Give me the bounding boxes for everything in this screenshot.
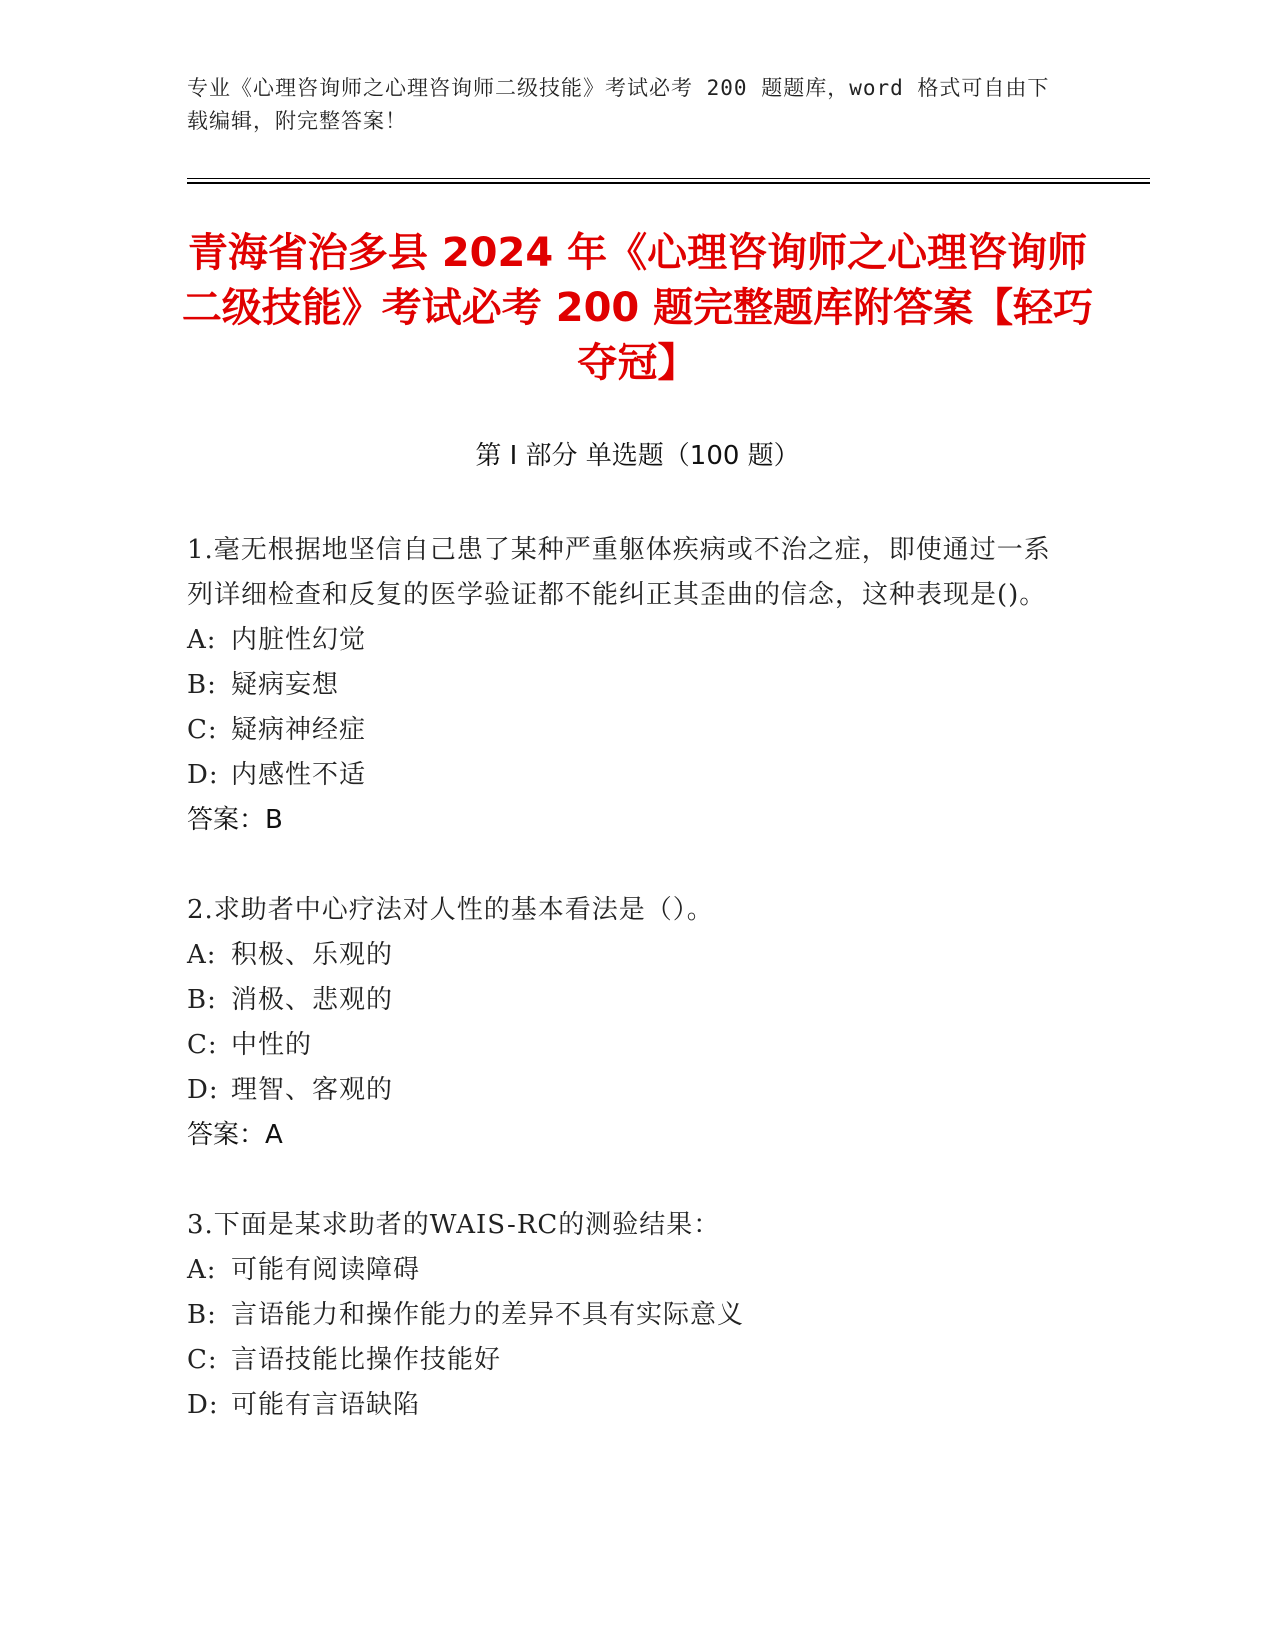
header-rule-thin: [187, 178, 1150, 179]
option-key: A:: [187, 1255, 217, 1285]
option-key: C:: [187, 715, 218, 745]
option-key: D:: [187, 1390, 219, 1420]
option-d: [187, 753, 1067, 798]
option-a: [187, 1248, 1067, 1293]
option-c: [187, 1338, 1067, 1383]
question-1: [187, 528, 1067, 843]
answer-line: 答案：A: [187, 1120, 283, 1150]
option-d: [187, 1068, 1067, 1113]
option-text: 言语技能比操作技能好: [231, 1345, 502, 1375]
question-text: 3.下面是某求助者的WAIS-RC的测验结果：: [187, 1210, 721, 1240]
section-title: 第 I 部分 单选题（100 题）: [475, 441, 800, 471]
option-key: C:: [187, 1345, 218, 1375]
option-text: 消极、悲观的: [231, 985, 394, 1015]
option-text: 积极、乐观的: [231, 940, 394, 970]
question-list: [187, 528, 1067, 1473]
option-b: [187, 978, 1067, 1023]
option-key: B:: [187, 1300, 217, 1330]
option-text: 疑病妄想: [231, 670, 340, 700]
option-c: [187, 1023, 1067, 1068]
option-b: [187, 1293, 1067, 1338]
option-b: [187, 663, 1067, 708]
question-2: [187, 888, 1067, 1158]
question-3: [187, 1203, 1067, 1428]
option-text: 疑病神经症: [231, 715, 367, 745]
option-text: 中性的: [231, 1030, 313, 1060]
option-text: 理智、客观的: [231, 1075, 394, 1105]
header-note: 专业《心理咨询师之心理咨询师二级技能》考试必考 200 题题库，word 格式可自由下载编辑，附完整答案！: [187, 76, 1050, 133]
option-key: A:: [187, 625, 217, 655]
option-a: [187, 933, 1067, 978]
option-text: 可能有阅读障碍: [231, 1255, 421, 1285]
option-key: D:: [187, 760, 219, 790]
option-key: C:: [187, 1030, 218, 1060]
option-key: B:: [187, 670, 217, 700]
option-text: 可能有言语缺陷: [231, 1390, 421, 1420]
option-key: A:: [187, 940, 217, 970]
option-c: [187, 708, 1067, 753]
option-key: D:: [187, 1075, 219, 1105]
option-key: B:: [187, 985, 217, 1015]
answer-line: 答案：B: [187, 805, 283, 835]
option-text: 内脏性幻觉: [231, 625, 367, 655]
option-text: 言语能力和操作能力的差异不具有实际意义: [231, 1300, 745, 1330]
document-title: 青海省治多县 2024 年《心理咨询师之心理咨询师二级技能》考试必考 200 题完整题库附答案【轻巧夺冠】: [181, 230, 1094, 386]
header-rule-thick: [187, 182, 1150, 184]
option-d: [187, 1383, 1067, 1428]
question-text: 1.毫无根据地坚信自己患了某种严重躯体疾病或不治之症，即使通过一系列详细检查和反复的医学验证都不能纠正其歪曲的信念，这种表现是()。: [187, 535, 1051, 610]
option-a: [187, 618, 1067, 663]
option-text: 内感性不适: [231, 760, 367, 790]
question-text: 2.求助者中心疗法对人性的基本看法是（）。: [187, 895, 714, 925]
